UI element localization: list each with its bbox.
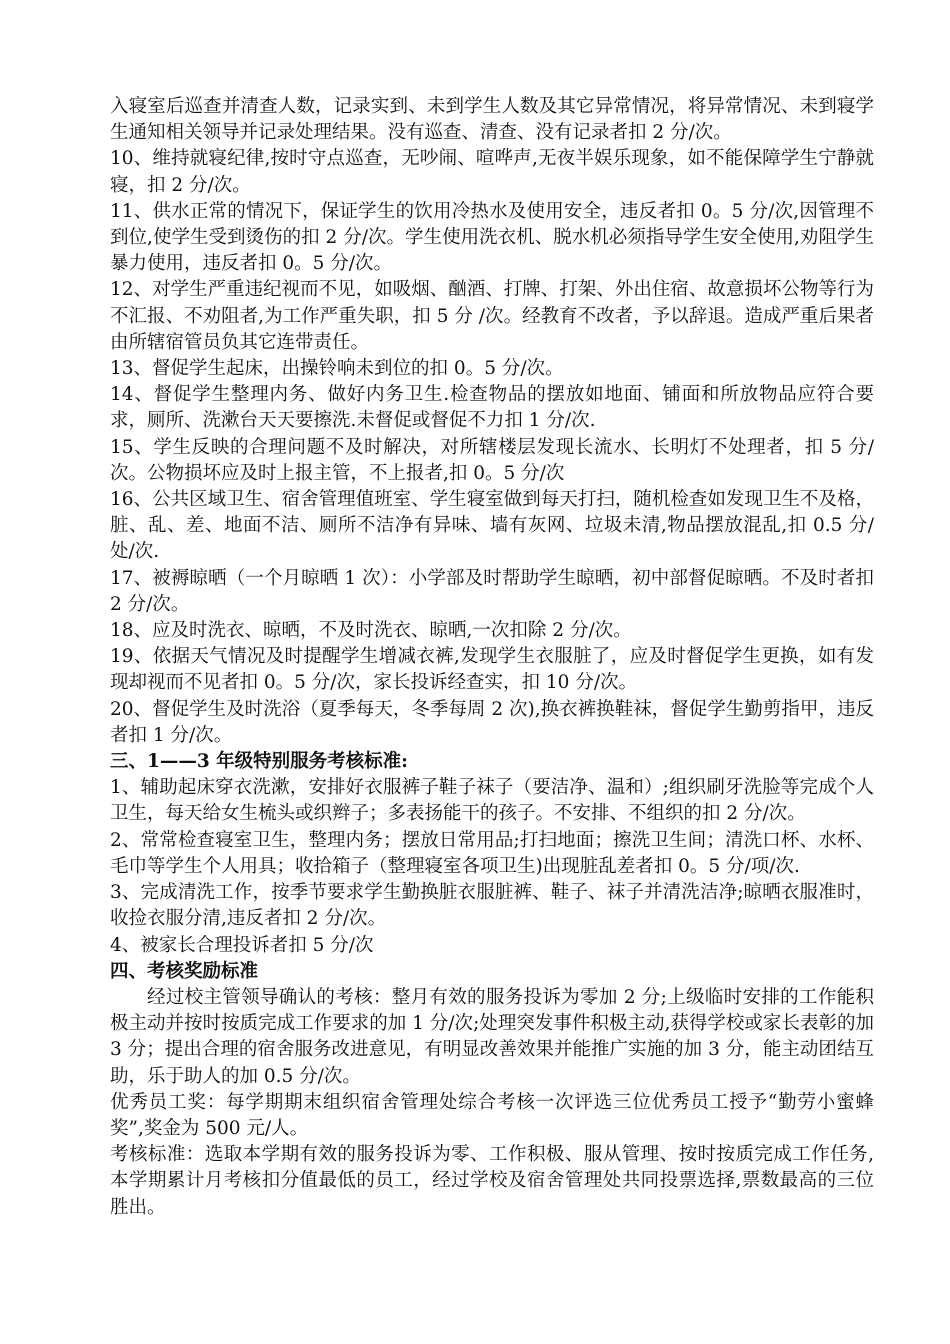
rule-14-room-tidiness: 14、督促学生整理内务、做好内务卫生.检查物品的摆放如地面、铺面和所放物品应符合要求，厕所、洗漱台天天要擦洗.未督促或督促不力扣 1 分/次.: [110, 384, 874, 432]
rule-18-laundry: 18、应及时洗衣、晾晒，不及时洗衣、晾晒,一次扣除 2 分/次。: [110, 620, 632, 642]
document-page: [110, 94, 874, 1221]
rule-11-water-safety: 11、供水正常的情况下，保证学生的饮用冷热水及使用安全，违反者扣 0。5 分/次,因管理不到位,使学生受到烫伤的扣 2 分/次。学生使用洗衣机、脱水机必须指导学生安全使用,劝阻学生暴力使用，违反者扣 0。5 分/次。: [110, 200, 874, 275]
rule-17-bedding-airing: 17、被褥晾晒（一个月晾晒 1 次）：小学部及时帮助学生晾晒，初中部督促晾晒。不及时者扣 2 分/次。: [110, 567, 874, 615]
grade-rule-2-room-check: 2、常常检查寝室卫生，整理内务；摆放日常用品;打扫地面；擦洗卫生间；清洗口杯、水杯、毛巾等学生个人用具；收拾箱子（整理寝室各项卫生)出现脏乱差者扣 0。5 分/项/次.: [110, 829, 874, 877]
grade-rule-3-cleaning: 3、完成清洗工作，按季节要求学生勤换脏衣服脏裤、鞋子、袜子并清洗洁净;晾晒衣服准时，收捡衣服分清,违反者扣 2 分/次。: [110, 882, 874, 930]
rule-12-serious-violations: 12、对学生严重违纪视而不见，如吸烟、酗酒、打牌、打架、外出住宿、故意损坏公物等行为不汇报、不劝阻者,为工作严重失职，扣 5 分 /次。经教育不改者，予以辞退。造成严重后果者由所辖宿管员负其它连带责任。: [110, 279, 874, 353]
grade-rule-1-morning-care: 1、辅助起床穿衣洗漱，安排好衣服裤子鞋子袜子（要洁净、温和）;组织刷牙洗脸等完成个人卫生，每天给女生梳头或织辫子；多表扬能干的孩子。不安排、不组织的扣 2 分/次。: [110, 777, 874, 825]
paragraph-dorm-inspection: 入寝室后巡查并清查人数，记录实到、未到学生人数及其它异常情况，将异常情况、未到寝学生通知相关领导并记录处理结果。没有巡查、清查、没有记录者扣 2 分/次。: [110, 96, 874, 144]
assessment-criteria: 考核标准：选取本学期有效的服务投诉为零、工作积极、服从管理、按时按质完成工作任务,本学期累计月考核扣分值最低的员工，经过学校及宿舍管理处共同投票选择,票数最高的三位胜出。: [110, 1144, 874, 1218]
rule-16-public-hygiene: 16、公共区域卫生、宿舍管理值班室、学生寝室做到每天打扫，随机检查如发现卫生不及格，脏、乱、差、地面不洁、厕所不洁净有异味、墙有灰网、垃圾未清,物品摆放混乱,扣 0.5 分/处/次.: [110, 489, 874, 563]
section-heading-rewards: 四、考核奖励标准: [110, 960, 259, 982]
rule-10-bedtime-discipline: 10、维持就寝纪律,按时守点巡查，无吵闹、喧哗声,无夜半娱乐现象，如不能保障学生宁静就寝，扣 2 分/次。: [110, 148, 874, 196]
grade-rule-4-complaints: 4、被家长合理投诉者扣 5 分/次: [110, 934, 374, 956]
rule-20-bathing: 20、督促学生及时洗浴（夏季每天，冬季每周 2 次),换衣裤换鞋袜，督促学生勤剪指甲，违反者扣 1 分/次。: [110, 698, 874, 746]
rule-13-wake-up: 13、督促学生起床，出操铃响未到位的扣 0。5 分/次。: [110, 358, 564, 380]
rule-19-clothing-changes: 19、依据天气情况及时提醒学生增减衣裤,发现学生衣服脏了，应及时督促学生更换，如有发现却视而不见者扣 0。5 分/次，家长投诉经查实，扣 10 分/次。: [110, 646, 874, 694]
excellent-employee-award: 优秀员工奖：每学期期末组织宿舍管理处综合考核一次评选三位优秀员工授予“勤劳小蜜蜂奖”,奖金为 500 元/人。: [110, 1091, 874, 1139]
rewards-paragraph: 经过校主管领导确认的考核：整月有效的服务投诉为零加 2 分;上级临时安排的工作能积极主动并按时按质完成工作要求的加 1 分/次;处理突发事件积极主动,获得学校或家长表彰的加 3 分；提出合理的宿舍服务改进意见，有明显改善效果并能推广实施的加 3 分，能主动团结互助，乐于助人的加 0.5 分/次。: [110, 986, 874, 1087]
section-heading-grade-1-3: 三、1——3 年级特别服务考核标准:: [110, 751, 409, 773]
rule-15-problem-reporting: 15、学生反映的合理问题不及时解决，对所辖楼层发现长流水、长明灯不处理者，扣 5 分/次。公物损坏应及时上报主管，不上报者,扣 0。5 分/次: [110, 436, 874, 484]
